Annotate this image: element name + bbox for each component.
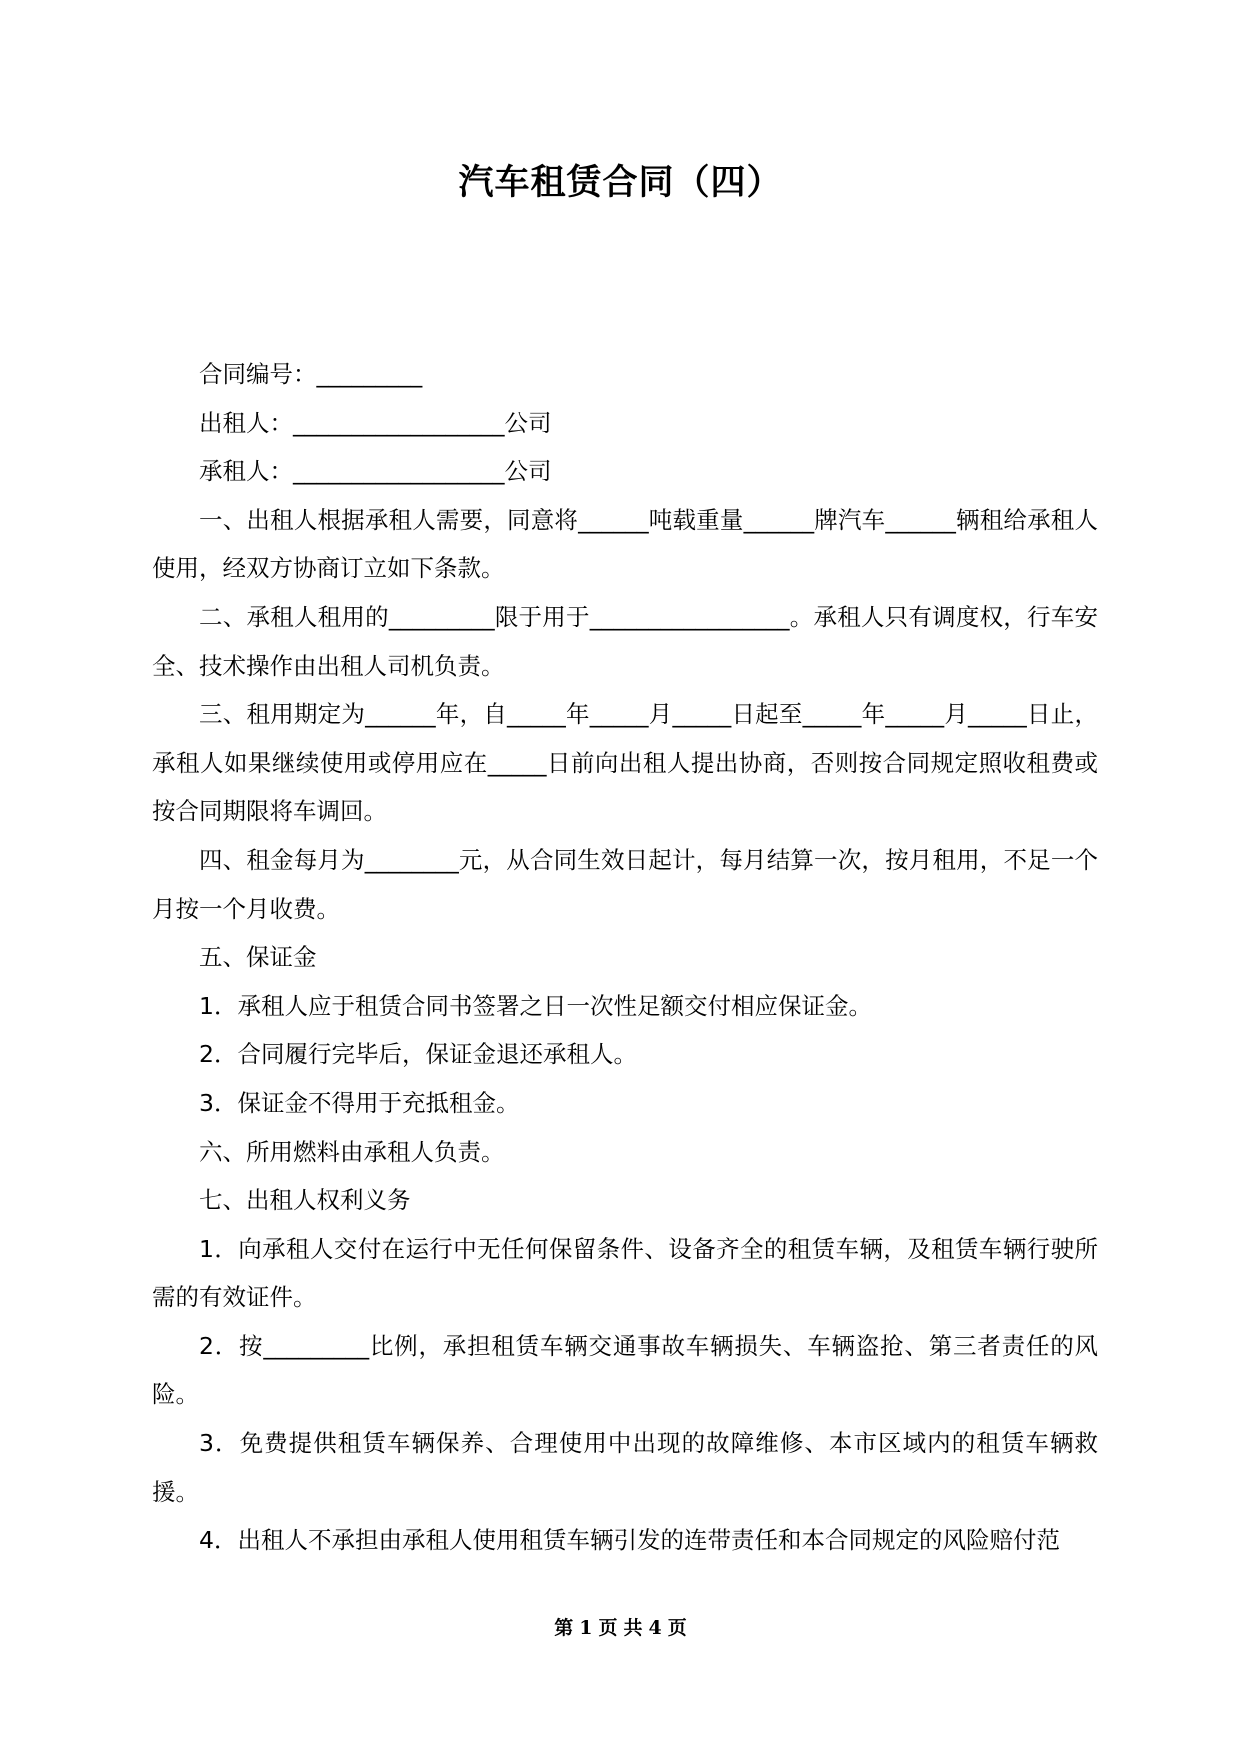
clause-4: 四、租金每月为________元，从合同生效日起计，每月结算一次，按月租用，不足一个月按一个月收费。 bbox=[152, 845, 1098, 923]
document-title: 汽车租赁合同（四） bbox=[458, 163, 783, 203]
lessee-line: 承租人：__________________公司 bbox=[199, 457, 552, 486]
clause-7-item-2: 2．按_________比例，承担租赁车辆交通事故车辆损失、车辆盗抢、第三者责任的风险。 bbox=[152, 1331, 1098, 1409]
page-label-unit: 页 bbox=[598, 1617, 618, 1639]
clause-1: 一、出租人根据承租人需要，同意将______吨载重量______牌汽车______辆租给承租人使用，经双方协商订立如下条款。 bbox=[152, 505, 1098, 583]
clause-7-item-3: 3．免费提供租赁车辆保养、合理使用中出现的故障维修、本市区域内的租赁车辆救援。 bbox=[152, 1429, 1098, 1506]
clause-5-item-1: 1．承租人应于租赁合同书签署之日一次性足额交付相应保证金。 bbox=[199, 991, 872, 1020]
clause-6: 六、所用燃料由承租人负责。 bbox=[199, 1137, 505, 1166]
clause-5-heading: 五、保证金 bbox=[199, 943, 317, 972]
page-label-prefix: 第 bbox=[554, 1617, 574, 1639]
clause-7-item-1: 1．向承租人交付在运行中无任何保留条件、设备齐全的租赁车辆，及租赁车辆行驶所需的有效证件。 bbox=[152, 1234, 1098, 1312]
clause-5-item-3: 3．保证金不得用于充抵租金。 bbox=[199, 1088, 520, 1117]
clause-5-item-2: 2．合同履行完毕后，保证金退还承租人。 bbox=[199, 1040, 637, 1069]
clause-3: 三、租用期定为______年，自_____年_____月_____日起至_____年_____月_____日止，承租人如果继续使用或停用应在_____日前向出租人提出协商，否则按合同规定照收租费或按合同期限将车调回。 bbox=[152, 700, 1098, 826]
page-current-number: 1 bbox=[579, 1617, 593, 1639]
contract-number-line: 合同编号：_________ bbox=[199, 360, 423, 388]
clause-7-heading: 七、出租人权利义务 bbox=[199, 1186, 411, 1215]
document-body bbox=[152, 350, 1098, 1565]
lessor-line: 出租人：__________________公司 bbox=[199, 408, 552, 437]
page-label-total-prefix: 共 bbox=[623, 1617, 643, 1639]
clause-7-item-4: 4．出租人不承担由承租人使用租赁车辆引发的连带责任和本合同规定的风险赔付范 bbox=[199, 1526, 1060, 1555]
page-label-total-unit: 页 bbox=[667, 1617, 687, 1639]
page-footer bbox=[0, 1615, 1241, 1641]
clause-2: 二、承租人租用的_________限于用于_________________。承租人只有调度权，行车安全、技术操作由出租人司机负责。 bbox=[152, 602, 1098, 680]
page-total-number: 4 bbox=[648, 1617, 662, 1639]
